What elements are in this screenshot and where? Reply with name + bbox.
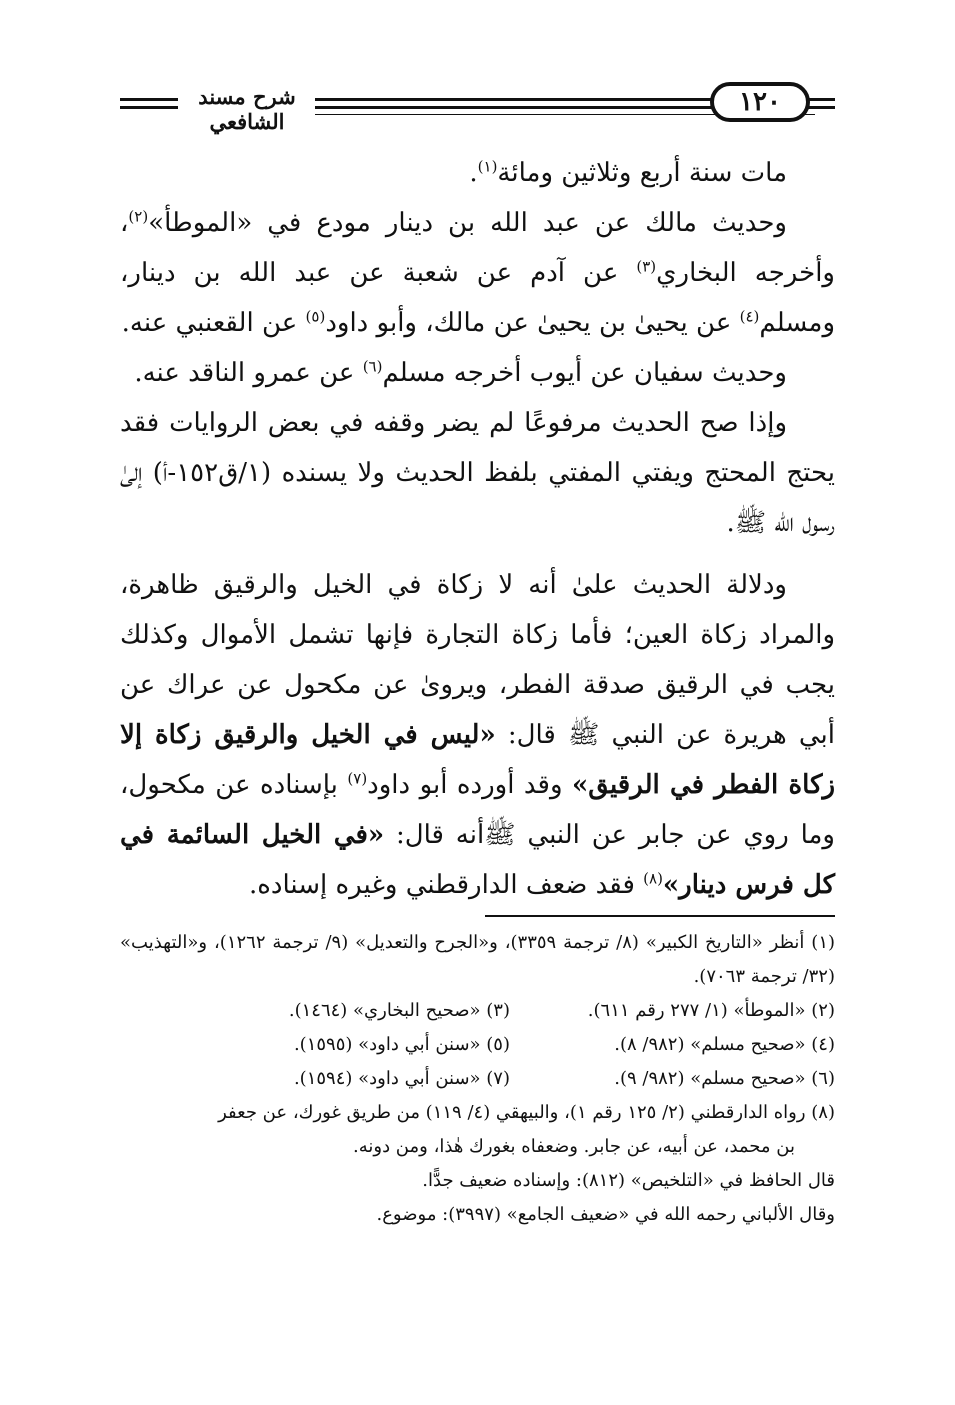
footnote-ref: (٦) bbox=[362, 357, 383, 376]
footnotes bbox=[120, 926, 835, 1232]
footnote-row bbox=[120, 1028, 835, 1062]
footnote-ref: (٢) bbox=[128, 207, 149, 226]
footnote-ref: (٣) bbox=[636, 257, 657, 276]
footnote-ref: (٥) bbox=[305, 307, 326, 326]
footnote-8-note: قال الحافظ في «التلخيص» (٨١٢): وإسناده ضعيف جدًّا. bbox=[422, 1170, 835, 1191]
paragraph-1: مات سنة أربع وثلاثين ومائة$^{(١)}$. bbox=[469, 157, 787, 188]
footnote-8-note: وقال الألباني رحمه الله في «ضعيف الجامع» (٣٩٩٧): موضوع. bbox=[376, 1204, 835, 1225]
footnote-8: (٨) رواه الدارقطني (٢/ ١٢٥ رقم ١)، والبيهقي (٤/ ١١٩) من طريق غورك، عن جعفر bbox=[218, 1102, 835, 1123]
header-rule bbox=[120, 106, 178, 109]
header-rule bbox=[815, 106, 835, 109]
header-rule bbox=[815, 98, 835, 101]
footnote-1: (١) أنظر «التاريخ الكبير» (٨/ ترجمة ٣٣٥٩)، و«الجرح والتعديل» (٩/ ترجمة ١٢٦٢)، و«التهذيب» (٣٢/ ترجمة ٧٠٦٣). bbox=[120, 932, 836, 987]
footnote-6: (٦) «صحيح مسلم» (٩٨٢/ ٩). bbox=[614, 1068, 835, 1089]
footnote-ref: (١) bbox=[477, 157, 498, 176]
page-number-badge bbox=[710, 82, 810, 122]
page-number: ١٢٠ bbox=[739, 87, 781, 117]
footnote-3: (٣) «صحيح البخاري» (١٤٦٤). bbox=[288, 1000, 510, 1021]
footnote-8-continued: بن محمد، عن أبيه، عن جابر. وضعفاه بغورك هٰذا، ومن دونه. bbox=[353, 1136, 795, 1157]
hadith-quote: «ليس في الخيل والرقيق زكاة إلا زكاة الفطر في الرقيق» bbox=[120, 720, 836, 800]
footnote-ref: (٧) bbox=[347, 769, 368, 788]
paragraph-2: وحديث مالك عن عبد الله بن دينار مودع في «الموطأ»$^{(٢)}$، وأخرجه البخاري$^{(٣)}$ عن آدم عن شعبة عن عبد الله بن دينار، ومسلم$^{(٤)}$ عن يحيىٰ بن يحيىٰ عن مالك، وأبو داود$^{(٥)}$ عن القعنبي عنه. bbox=[120, 207, 835, 338]
footnote-ref: (٨) bbox=[643, 869, 663, 888]
footnote-7: (٧) «سنن أبي داود» (١٥٩٤). bbox=[293, 1068, 510, 1089]
footnote-5: (٥) «سنن أبي داود» (١٥٩٥). bbox=[293, 1034, 510, 1055]
footnote-separator bbox=[485, 915, 835, 917]
footnote-row bbox=[120, 1062, 835, 1096]
footnote-row bbox=[120, 994, 835, 1028]
footnote-ref: (٤) bbox=[739, 307, 760, 326]
book-title: شرح مسند الشافعي bbox=[182, 84, 312, 134]
footnote-4: (٤) «صحيح مسلم» (٩٨٢/ ٨). bbox=[614, 1034, 835, 1055]
paragraph-3: وحديث سفيان عن أيوب أخرجه مسلم$^{(٦)}$ عن عمرو الناقد عنه. bbox=[134, 357, 787, 388]
paragraph-4: وإذا صح الحديث مرفوعًا لم يضر وقفه في بعض الروايات فقد يحتج المحتج ويفتي المفتي بلفظ الحديث ولا يسنده (١/ق١٥٢-أ) إلىٰ رسول الله ﷺ. bbox=[120, 408, 835, 538]
footnote-2: (٢) «الموطأ» (١/ ٢٧٧ رقم ٦١١). bbox=[587, 1000, 835, 1021]
page-header bbox=[120, 80, 835, 134]
main-text bbox=[120, 148, 835, 910]
hadith-quote: «في الخيل السائمة في كل فرس دينار» bbox=[120, 820, 835, 900]
paragraph-5: ودلالة الحديث علىٰ أنه لا زكاة في الخيل والرقيق ظاهرة، والمراد زكاة العين؛ فأما زكاة التجارة فإنها تشمل الأموال وكذلك يجب في الرقيق صدقة الفطر، ويروىٰ عن مكحول عن عراك عن أبي هريرة عن النبي ﷺ قال: «ليس في الخيل والرقيق زكاة إلا زكاة الفطر في الرقيق» وقد أورده أبو داود$^{(٧)}$ بإسناده عن مكحول، وما روي عن جابر عن النبي ﷺأنه قال: «في الخيل السائمة في كل فرس دينار»$^{(٨)}$ فقد ضعف الدارقطني وغيره إسناده. bbox=[120, 570, 836, 900]
header-rule bbox=[120, 98, 178, 101]
